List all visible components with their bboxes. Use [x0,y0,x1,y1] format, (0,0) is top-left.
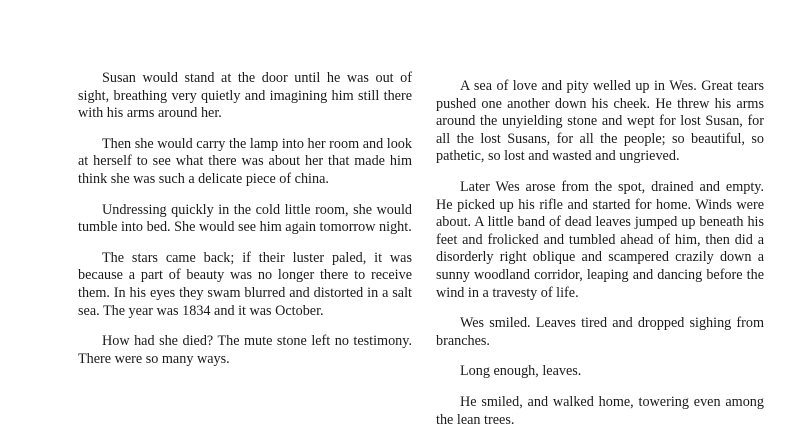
right-column [436,78,764,442]
left-column [78,70,412,381]
paragraph: Susan would stand at the door until he was out of sight, breathing very quietly and imagining him still there with his arms around her. [78,70,412,122]
paragraph: Long enough, leaves. [460,363,582,380]
paragraph: A sea of love and pity welled up in Wes. Great tears pushed one another down his cheek. He threw his arms around the unyielding stone and wept for lost Susan, for all the lost Susans, for all the people; so beautiful, so pathetic, so lost and wasted and ungrieved. [436,78,764,165]
paragraph: Undressing quickly in the cold little room, she would tumble into bed. She would see him again tomorrow night. [78,201,412,236]
paragraph: How had she died? The mute stone left no testimony. There were so many ways. [78,333,412,367]
paragraph: Wes smiled. Leaves tired and dropped sighing from branches. [436,315,764,349]
paragraph: The stars came back; if their luster paled, it was because a part of beauty was no longer there to receive them. In his eyes they swam blurred and distorted in a salt sea. The year was 1834 and it was October. [78,249,412,319]
paragraph: Later Wes arose from the spot, drained and empty. He picked up his rifle and started for home. Winds were about. A little band of dead leaves jumped up beneath his feet and frolicked and tumbled ahead of him, then did a disorderly right oblique and scampered crazily down a sunny woodland corridor, leaping and dancing before the wind in a travesty of life. [436,178,764,301]
paragraph: Then she would carry the lamp into her room and look at herself to see what there was about her that made him think she was such a delicate piece of china. [78,135,412,187]
paragraph: He smiled, and walked home, towering even among the lean trees. [436,393,764,428]
